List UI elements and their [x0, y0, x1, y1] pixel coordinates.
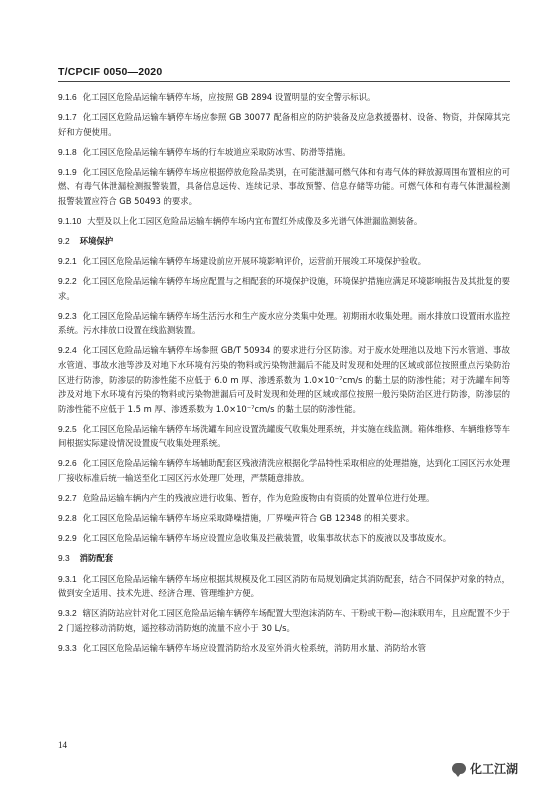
clause-number: 9.1.10: [58, 215, 82, 226]
clause-number: 9.3.3: [58, 642, 77, 653]
clause-text: 化工园区危险品运输车辆停车场建设前应开展环境影响评价，运营前开展竣工环境保护验收。: [82, 256, 427, 267]
paragraph-9-2-6: [58, 456, 510, 485]
paragraph-9-2-2: [58, 274, 510, 303]
clause-number: 9.3.2: [58, 608, 77, 619]
page-number: 14: [58, 740, 67, 750]
clause-text: 大型及以上化工园区危险品运输车辆停车场内宜布置红外成像及多光谱气体泄漏监测装备。: [87, 215, 423, 226]
clause-text: 化工园区危险品运输车辆停车场辅助配套区残液清洗应根据化学品特性采取相应的处理措施，达到化工园区污水处理厂接收标准后统一输送至化工园区污水处理厂处理，严禁随意排放。: [58, 458, 510, 483]
paragraph-9-3-3: [58, 641, 510, 656]
clause-text: 化工园区危险品运输车辆停车场应参照 GB 30077 配备相应的防护装备及应急救援器材、设备、物资，并保障其完好和方便使用。: [58, 111, 510, 137]
chat-bubble-icon: [452, 763, 466, 774]
clause-number: 9.2.1: [58, 256, 77, 267]
clause-text: 化工园区危险品运输车辆停车场参照 GB/T 50934 的要求进行分区防渗。对于废水处理池以及地下污水管道、事故水管道、事故水池等涉及对地下水环境有污染的物料或污染物泄漏后不能及时发现和处理的区域或部位按照重点污染防治区进行防渗，防渗层的防渗性能不应低于 6.0 m 厚、渗透系数为 1.0×10⁻⁷cm/s 的黏土层的防渗性能；对于洗罐车间等涉及对地下水环境有污染的物料或污染物泄漏后可及时发现和处理的区域或部位按照一般污染防治区进行防渗，防渗层的防渗性能不应低于 1.5 m 厚、渗透系数为 1.0×10⁻⁷cm/s 的黏土层的防渗性能。: [58, 345, 510, 414]
paragraph-9-2-9: [58, 531, 510, 546]
clause-number: 9.2.7: [58, 492, 77, 503]
clause-number: 9.1.6: [58, 92, 77, 102]
clause-text: 化工园区危险品运输车辆停车场应设置消防给水及室外消火栓系统，消防用水量、消防给水管: [82, 642, 427, 653]
paragraph-9-2-8: [58, 511, 510, 526]
paragraph-9-1-6: [58, 90, 510, 105]
clause-text: 化工园区危险品运输车辆停车场的行车坡道应采取防冰雪、防滑等措施。: [82, 146, 351, 157]
watermark: [452, 760, 518, 777]
clause-number: 9.2.2: [58, 276, 77, 287]
paragraph-9-1-10: [58, 214, 510, 229]
paragraph-9-3-2: [58, 606, 510, 635]
clause-text: 化工园区危险品运输车辆停车场，应按照 GB 2894 设置明显的安全警示标识。: [82, 92, 376, 102]
clause-text: 化工园区危险品运输车辆停车场生活污水和生产废水应分类集中处理。初期雨水收集处理。雨水排放口设置雨水监控系统。污水排放口设置在线监测装置。: [58, 310, 510, 336]
paragraph-9-2-7: [58, 491, 510, 506]
paragraph-9-2-5: [58, 422, 510, 451]
section-number: 9.3: [58, 552, 70, 563]
watermark-text: 化工江湖: [470, 762, 519, 776]
paragraph-9-2-1: [58, 254, 510, 269]
clause-number: 9.2.8: [58, 512, 77, 523]
clause-text: 化工园区危险品运输车辆停车场应配置与之相配套的环境保护设施，环境保护措施应满足环境影响报告及其批复的要求。: [58, 276, 510, 301]
clause-text: 危险品运输车辆内产生的残液应进行收集、暂存，作为危险废物由有资质的处置单位进行处理。: [82, 492, 435, 503]
paragraph-9-3-1: [58, 572, 510, 601]
section-title: 环境保护: [79, 235, 114, 246]
clause-text: 化工园区危险品运输车辆停车场洗罐车间应设置洗罐废气收集处理系统，并实施在线监测。箱体维修、车辆维修等车间根据实际建设情况设置废气收集处理系统。: [58, 423, 510, 449]
clause-number: 9.1.9: [58, 166, 77, 177]
document-body: [58, 90, 510, 661]
paragraph-9-1-8: [58, 145, 510, 160]
section-heading-9-2: [58, 234, 510, 249]
clause-number: 9.2.9: [58, 532, 77, 543]
section-title: 消防配套: [79, 552, 114, 563]
paragraph-9-1-9: [58, 165, 510, 209]
header-rule: [58, 81, 510, 82]
clause-text: 化工园区危险品运输车辆停车场应根据其规模及化工园区消防布局规划确定其消防配套，结合不同保护对象的特点，做到安全适用、技术先进、经济合理、管理维护方便。: [58, 573, 510, 599]
clause-number: 9.2.3: [58, 310, 77, 321]
section-number: 9.2: [58, 235, 70, 246]
clause-number: 9.3.1: [58, 573, 77, 584]
clause-text: 化工园区危险品运输车辆停车场应设置应急收集及拦截装置，收集事故状态下的废液以及事故废水。: [82, 532, 452, 543]
clause-number: 9.1.8: [58, 146, 77, 157]
paragraph-9-1-7: [58, 110, 510, 139]
clause-number: 9.2.6: [58, 458, 77, 469]
clause-number: 9.2.5: [58, 423, 77, 434]
clause-number: 9.1.7: [58, 111, 77, 122]
clause-text: 辖区消防站应针对化工园区危险品运输车辆停车场配置大型泡沫消防车、干粉或干粉—泡沫联用车，且应配置不少于 2 门遥控移动消防炮，遥控移动消防炮的流量不应小于 30 L/s。: [58, 608, 510, 633]
clause-text: 化工园区危险品运输车辆停车场应采取降噪措施，厂界噪声符合 GB 12348 的相关要求。: [82, 512, 415, 523]
clause-number: 9.2.4: [58, 345, 77, 356]
document-code: T/CPCIF 0050—2020: [58, 66, 163, 78]
clause-text: 化工园区危险品运输车辆停车场应根据停放危险品类别，在可能泄漏可燃气体和有毒气体的释放源周围布置相应的可燃、有毒气体泄漏检测报警装置，具备信息远传、连续记录、事故预警、信息存储等功能。可燃气体和有毒气体泄漏检测报警装置应符合 GB 50493 的要求。: [58, 166, 510, 206]
paragraph-9-2-3: [58, 309, 510, 338]
paragraph-9-2-4: [58, 343, 510, 416]
section-heading-9-3: [58, 551, 510, 566]
